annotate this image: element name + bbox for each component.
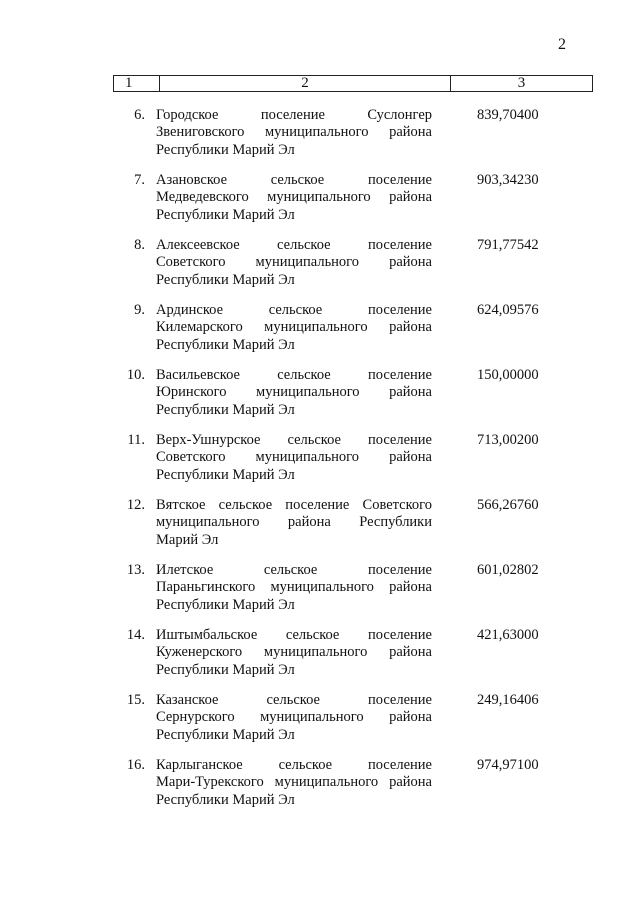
settlement-name-line: Азановское сельское поселение bbox=[156, 172, 432, 188]
row-value: 249,16406 bbox=[477, 692, 539, 708]
row-number: 11. bbox=[127, 432, 145, 448]
settlement-name-line: Килемарского муниципального района bbox=[156, 319, 432, 336]
settlement-name-line: муниципального района Республики bbox=[156, 514, 432, 531]
settlement-name-line: Вятское сельское поселение Советского bbox=[156, 497, 432, 513]
row-number: 6. bbox=[134, 107, 145, 123]
column-header-2: 2 bbox=[160, 76, 451, 92]
settlement-name bbox=[156, 432, 432, 484]
settlement-name-line: Васильевское сельское поселение bbox=[156, 367, 432, 383]
settlement-name bbox=[156, 172, 432, 224]
table-row bbox=[113, 432, 580, 497]
settlement-name-line: Республики Марий Эл bbox=[156, 206, 295, 223]
settlement-name bbox=[156, 562, 432, 614]
settlement-name-line: Республики Марий Эл bbox=[156, 661, 295, 678]
row-number: 7. bbox=[134, 172, 145, 188]
row-number: 8. bbox=[134, 237, 145, 253]
settlement-name-line: Республики Марий Эл bbox=[156, 141, 295, 158]
table-body bbox=[113, 107, 580, 822]
settlement-name-line: Илетское сельское поселение bbox=[156, 562, 432, 578]
settlement-name-line: Республики Марий Эл bbox=[156, 466, 295, 483]
settlement-name-line: Республики Марий Эл bbox=[156, 726, 295, 743]
settlement-name bbox=[156, 627, 432, 679]
row-number: 9. bbox=[134, 302, 145, 318]
table-row bbox=[113, 627, 580, 692]
page-number: 2 bbox=[558, 36, 566, 53]
column-header-3: 3 bbox=[451, 76, 593, 92]
row-number: 16. bbox=[126, 757, 145, 773]
settlement-name-line: Республики Марий Эл bbox=[156, 271, 295, 288]
settlement-name-line: Параньгинского муниципального района bbox=[156, 579, 432, 596]
settlement-name-line: Куженерского муниципального района bbox=[156, 644, 432, 661]
settlement-name bbox=[156, 302, 432, 354]
settlement-name-line: Республики Марий Эл bbox=[156, 596, 295, 613]
table-row bbox=[113, 497, 580, 562]
row-value: 566,26760 bbox=[477, 497, 539, 513]
settlement-name-line: Верх-Ушнурское сельское поселение bbox=[156, 432, 432, 448]
settlement-name-line: Ардинское сельское поселение bbox=[156, 302, 432, 318]
row-value: 601,02802 bbox=[477, 562, 539, 578]
table-row bbox=[113, 757, 580, 822]
settlement-name bbox=[156, 107, 432, 159]
settlement-name-line: Городское поселение Суслонгер bbox=[156, 107, 432, 123]
column-header-row bbox=[113, 75, 593, 92]
row-value: 839,70400 bbox=[477, 107, 539, 123]
settlement-name-line: Юринского муниципального района bbox=[156, 384, 432, 401]
settlement-name bbox=[156, 692, 432, 744]
settlement-name-line: Иштымбальское сельское поселение bbox=[156, 627, 432, 643]
settlement-name-line: Марий Эл bbox=[156, 531, 219, 548]
row-value: 150,00000 bbox=[477, 367, 539, 383]
settlement-name-line: Звениговского муниципального района bbox=[156, 124, 432, 141]
table-row bbox=[113, 237, 580, 302]
settlement-name bbox=[156, 497, 432, 549]
table-row bbox=[113, 562, 580, 627]
settlement-name-line: Советского муниципального района bbox=[156, 254, 432, 271]
settlement-name bbox=[156, 367, 432, 419]
settlement-name-line: Медведевского муниципального района bbox=[156, 189, 432, 206]
row-value: 791,77542 bbox=[477, 237, 539, 253]
row-number: 12. bbox=[126, 497, 145, 513]
table-row bbox=[113, 302, 580, 367]
row-value: 421,63000 bbox=[477, 627, 539, 643]
settlement-name-line: Республики Марий Эл bbox=[156, 336, 295, 353]
settlement-name-line: Республики Марий Эл bbox=[156, 401, 295, 418]
settlement-name bbox=[156, 757, 432, 809]
row-number: 14. bbox=[126, 627, 145, 643]
table-row bbox=[113, 172, 580, 237]
settlement-name-line: Сернурского муниципального района bbox=[156, 709, 432, 726]
row-value: 903,34230 bbox=[477, 172, 539, 188]
column-header-1: 1 bbox=[114, 76, 160, 92]
row-value: 624,09576 bbox=[477, 302, 539, 318]
table-row bbox=[113, 107, 580, 172]
settlement-name bbox=[156, 237, 432, 289]
settlement-name-line: Советского муниципального района bbox=[156, 449, 432, 466]
settlement-name-line: Алексеевское сельское поселение bbox=[156, 237, 432, 253]
row-value: 974,97100 bbox=[477, 757, 539, 773]
settlement-name-line: Карлыганское сельское поселение bbox=[156, 757, 432, 773]
row-number: 13. bbox=[126, 562, 145, 578]
row-value: 713,00200 bbox=[477, 432, 539, 448]
table-row bbox=[113, 692, 580, 757]
settlement-name-line: Мари-Турекского муниципального района bbox=[156, 774, 432, 791]
row-number: 10. bbox=[126, 367, 145, 383]
row-number: 15. bbox=[126, 692, 145, 708]
table-row bbox=[113, 367, 580, 432]
settlement-name-line: Казанское сельское поселение bbox=[156, 692, 432, 708]
settlement-name-line: Республики Марий Эл bbox=[156, 791, 295, 808]
